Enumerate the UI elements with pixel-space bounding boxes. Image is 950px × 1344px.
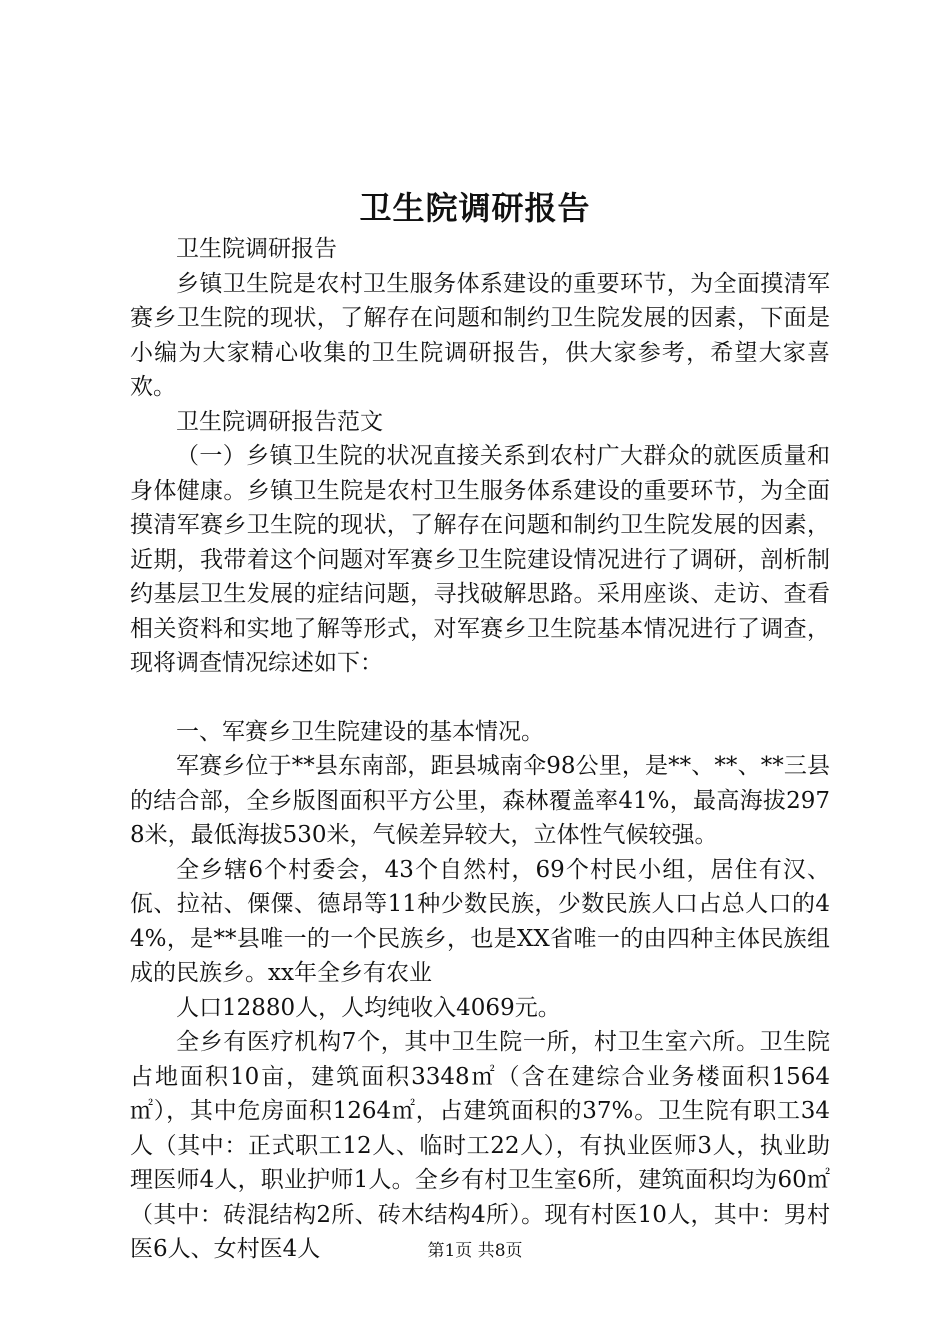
paragraph-heading-basic-situation: 一、军赛乡卫生院建设的基本情况。	[176, 718, 544, 745]
paragraph-medical-facilities: 全乡有医疗机构7个，其中卫生院一所，村卫生室六所。卫生院占地面积10亩，建筑面积3348㎡（含在建综合业务楼面积1564㎡），其中危房面积1264㎡，占建筑面积的37%。卫生院有职工34人（其中：正式职工12人、临时工22人），有执业医师3人，执业助理医师4人，职业护师1人。全乡有村卫生室6所，建筑面积均为60㎡（其中：砖混结构2所、砖木结构4所）。现有村医10人，其中：男村医6人、女村医4人	[130, 1029, 830, 1262]
paragraph-section-heading: 卫生院调研报告范文	[176, 408, 383, 435]
paragraph-overview: （一）乡镇卫生院的状况直接关系到农村广大群众的就医质量和身体健康。乡镇卫生院是农村卫生服务体系建设的重要环节，为全面摸清军赛乡卫生院的现状，了解存在问题和制约卫生院发展的因素，近期，我带着这个问题对军赛乡卫生院建设情况进行了调研，剖析制约基层卫生发展的症结问题，寻找破解思路。采用座谈、走访、查看相关资料和实地了解等形式，对军赛乡卫生院基本情况进行了调查，现将调查情况综述如下：	[130, 443, 830, 676]
document-body	[130, 232, 830, 1267]
paragraph-subtitle: 卫生院调研报告	[176, 236, 337, 262]
page-number-footer: 第1页 共8页	[427, 1241, 523, 1261]
paragraph-location: 军赛乡位于**县东南部，距县城南伞98公里，是**、**、**三县的结合部，全乡版图面积平方公里，森林覆盖率41%，最高海拔2978米，最低海拔530米，气候差异较大，立体性气候较强。	[130, 753, 830, 848]
paragraph-population: 全乡辖6个村委会，43个自然村，69个村民小组，居住有汉、佤、拉祜、傈僳、德昂等11种少数民族，少数民族人口占总人口的44%，是**县唯一的一个民族乡，也是XX省唯一的由四种主体民族组成的民族乡。xx年全乡有农业	[130, 856, 830, 986]
paragraph-income: 人口12880人，人均纯收入4069元。	[176, 994, 561, 1021]
paragraph-intro: 乡镇卫生院是农村卫生服务体系建设的重要环节，为全面摸清军赛乡卫生院的现状，了解存在问题和制约卫生院发展的因素，下面是小编为大家精心收集的卫生院调研报告，供大家参考，希望大家喜欢。	[130, 270, 830, 400]
document-title: 卫生院调研报告	[359, 189, 591, 227]
